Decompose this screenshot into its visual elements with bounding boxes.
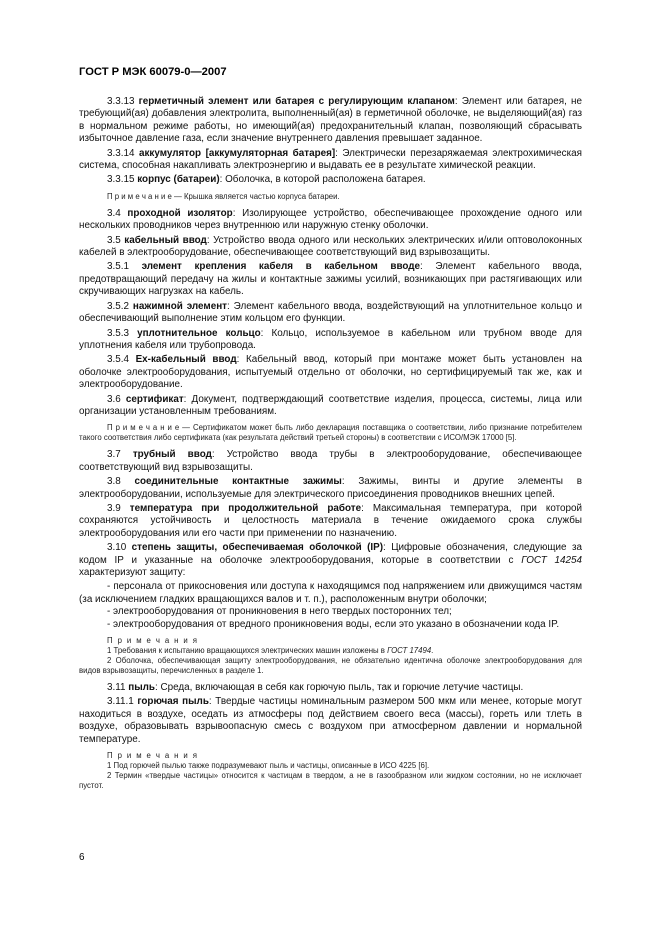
clause-text: : Устройство ввода одного или нескольких электрических и/или оптоволоконных кабелей в электрооборудование, обеспечивающее соответствующий вид взрывозащиты.	[79, 234, 583, 259]
clause-number: 3.11.1	[107, 696, 134, 708]
clause-3-8	[79, 476, 582, 501]
clause-number: 3.3.13	[107, 96, 135, 107]
clause-text: : Твердые частицы номинальным размером 500 мкм или менее, которые могут находиться в воздухе, оседать из атмосферы под действием своего веса (массы), гореть или тлеть в воздухе, образовывать взрывоопасную смесь с воздухом при атмосферном давлении и нормальной температуре.	[79, 696, 583, 745]
clause-term: аккумулятор [аккумуляторная батарея]	[138, 147, 336, 159]
clause-term: корпус (батареи)	[137, 174, 220, 186]
clause-3-4	[79, 208, 582, 233]
clause-number: 3.11	[107, 682, 126, 694]
standard-reference: ГОСТ 14254	[521, 554, 582, 566]
note-text: 1 Требования к испытанию вращающихся электрических машин изложены в	[107, 646, 388, 656]
clause-text: : Электрически перезаряжаемая электрохимическая система, способная накапливать электроэнергию и выдавать ее в результате химической реакции.	[79, 147, 582, 172]
clause-term: трубный ввод	[132, 449, 212, 461]
clause-term: герметичный элемент или батарея с регулирующим клапаном	[138, 96, 455, 107]
clause-text: : Элемент кабельного ввода, предотвращающий передачу на жилы и контактные зажимы усилий, возникающих при растягивающих или скручивающих нагрузках на кабель.	[79, 261, 582, 298]
clause-number: 3.5.1	[107, 261, 129, 273]
clause-3-3-14	[79, 148, 582, 173]
clause-term: нажимной элемент	[132, 300, 228, 312]
clause-3-5	[79, 235, 582, 260]
clause-number: 3.3.14	[107, 147, 135, 159]
clause-text: : Изолирующее устройство, обеспечивающее прохождение одного или нескольких проводников через внутреннюю или наружную стенку оболочки.	[79, 207, 582, 232]
clause-term: температура при продолжительной работе	[129, 502, 362, 514]
note-item: 2 Термин «твердые частицы» относится к частицам в твердом, а не в газообразном или жидком состоянии, но не исключает пустот.	[79, 771, 582, 791]
clause-3-11-1	[79, 696, 582, 746]
clause-number: 3.5	[107, 234, 121, 246]
document-header: ГОСТ Р МЭК 60079-0—2007	[79, 66, 227, 78]
note-label: П р и м е ч а н и е	[107, 191, 172, 201]
clause-3-6	[79, 394, 582, 419]
note-text-tail: .	[431, 646, 434, 656]
clause-number: 3.4	[107, 207, 121, 219]
clause-text: : Кольцо, используемое в кабельном или трубном вводе для уплотнения кабеля или трубопровода.	[79, 327, 582, 351]
clause-number: 3.5.3	[107, 327, 129, 339]
clause-term: кабельный ввод	[124, 234, 207, 246]
notes-3-10	[79, 636, 582, 676]
clause-number: 3.5.4	[107, 354, 129, 366]
list-item: - электрооборудования от вредного проникновения воды, если это указано в обозначении кода IP.	[107, 618, 560, 630]
note-text: — Крышка является частью корпуса батареи.	[171, 191, 340, 201]
standard-reference: ГОСТ 17494	[387, 646, 432, 656]
page-number: 6	[79, 852, 85, 863]
note-label: П р и м е ч а н и е	[107, 423, 180, 433]
clause-text: : Цифровые обозначения, следующие за кодом IP и указанные на оболочке электрооборудования, которые в соответствии с	[79, 542, 582, 566]
clause-number: 3.3.15	[107, 174, 135, 186]
clause-term: степень защиты, обеспечиваемая оболочкой (IP)	[131, 542, 384, 554]
clause-text: : Среда, включающая в себя как горючую пыль, так и горючие летучие частицы.	[155, 682, 524, 694]
note-3-3-15	[79, 192, 582, 202]
clause-number: 3.6	[107, 393, 121, 405]
clause-3-5-3	[79, 328, 582, 353]
clause-text: : Кабельный ввод, который при монтаже может быть установлен на оболочке электрооборудования, испытуемый отдельно от оболочки, но сертифицируемый так же, как и электрооборудование.	[79, 354, 582, 391]
clause-text: : Максимальная температура, при которой сохраняются устойчивость и целостность материала в течение ожидаемого срока службы электрооборудования или его части при применении по назначению.	[79, 502, 582, 539]
clause-term: сертификат	[125, 393, 184, 405]
clause-term: элемент крепления кабеля в кабельном вводе	[141, 261, 421, 273]
clause-number: 3.8	[107, 476, 121, 488]
clause-term: соединительные контактные зажимы	[134, 476, 342, 488]
clause-term: уплотнительное кольцо	[137, 327, 261, 339]
clause-3-3-13	[79, 96, 582, 146]
clause-3-10	[79, 542, 582, 579]
clause-text: : Зажимы, винты и другие элементы в электрооборудовании, используемые для электрического присоединения проводников внешних цепей.	[79, 476, 582, 500]
clause-number: 3.7	[107, 449, 121, 461]
clause-text-tail: характеризуют защиту:	[79, 567, 186, 578]
clause-3-9	[79, 503, 582, 540]
clause-term: проходной изолятор	[127, 207, 233, 219]
note-item: 1 Под горючей пылью также подразумевают пыль и частицы, описанные в ИСО 4225 [6].	[107, 761, 430, 771]
notes-label: П р и м е ч а н и я	[107, 636, 199, 646]
list-item: - персонала от прикосновения или доступа к находящимся под напряжением или движущимся частям (за исключением гладких вращающихся валов и т. п.), расположенным внутри оболочки;	[79, 581, 582, 605]
note-item: 2 Оболочка, обеспечивающая защиту электрооборудования, не обязательно идентична оболочке электрооборудования для видов взрывозащиты, перечисленных в разделе 1.	[79, 656, 582, 676]
clause-3-11	[79, 682, 582, 694]
notes-3-11-1	[79, 751, 582, 791]
note-3-6	[79, 423, 582, 443]
clause-text: : Элемент кабельного ввода, воздействующий на уплотнительное кольцо и обеспечивающий выполнение этим кольцом его функции.	[79, 300, 582, 325]
clause-text: : Документ, подтверждающий соответствие изделия, процесса, системы, лица или организации установленным требованиям.	[79, 393, 582, 417]
clause-text: : Элемент или батарея, не требующий(ая) добавления электролита, выполненный(ая) в герметичной оболочке, не выделяющий(ая) газ в нормальном режиме работы, но имеющий(ая) предохранительный клапан, позволяющий сбрасывать избыточное давление газа, если значение внутреннего давления превышает заданное.	[79, 96, 583, 145]
clause-3-5-4	[79, 354, 582, 391]
clause-text: : Оболочка, в которой расположена батарея.	[219, 174, 426, 186]
list-item: - электрооборудования от проникновения в него твердых посторонних тел;	[107, 606, 452, 618]
document-body	[79, 96, 582, 797]
clause-3-5-1	[79, 261, 582, 298]
clause-term: пыль	[128, 682, 155, 694]
clause-number: 3.10	[107, 542, 127, 554]
clause-number: 3.9	[107, 502, 121, 514]
clause-3-3-15	[79, 174, 582, 186]
notes-label: П р и м е ч а н и я	[107, 751, 199, 761]
clause-3-7	[79, 449, 582, 474]
clause-term: Ex-кабельный ввод	[135, 354, 237, 366]
clause-term: горючая пыль	[137, 696, 209, 708]
clause-number: 3.5.2	[107, 300, 129, 312]
note-text: — Сертификатом может быть либо декларация поставщика о соответствии, либо признание потребителем такого соответствия либо сертификата (как результата действий третьей стороны) в соответствии с ИСО/МЭК 17000 [5].	[79, 423, 582, 443]
clause-text: : Устройство ввода трубы в электрооборудование, обеспечивающее соответствующий вид взрывозащиты.	[79, 449, 582, 473]
clause-3-5-2	[79, 301, 582, 326]
note-item	[79, 646, 582, 656]
